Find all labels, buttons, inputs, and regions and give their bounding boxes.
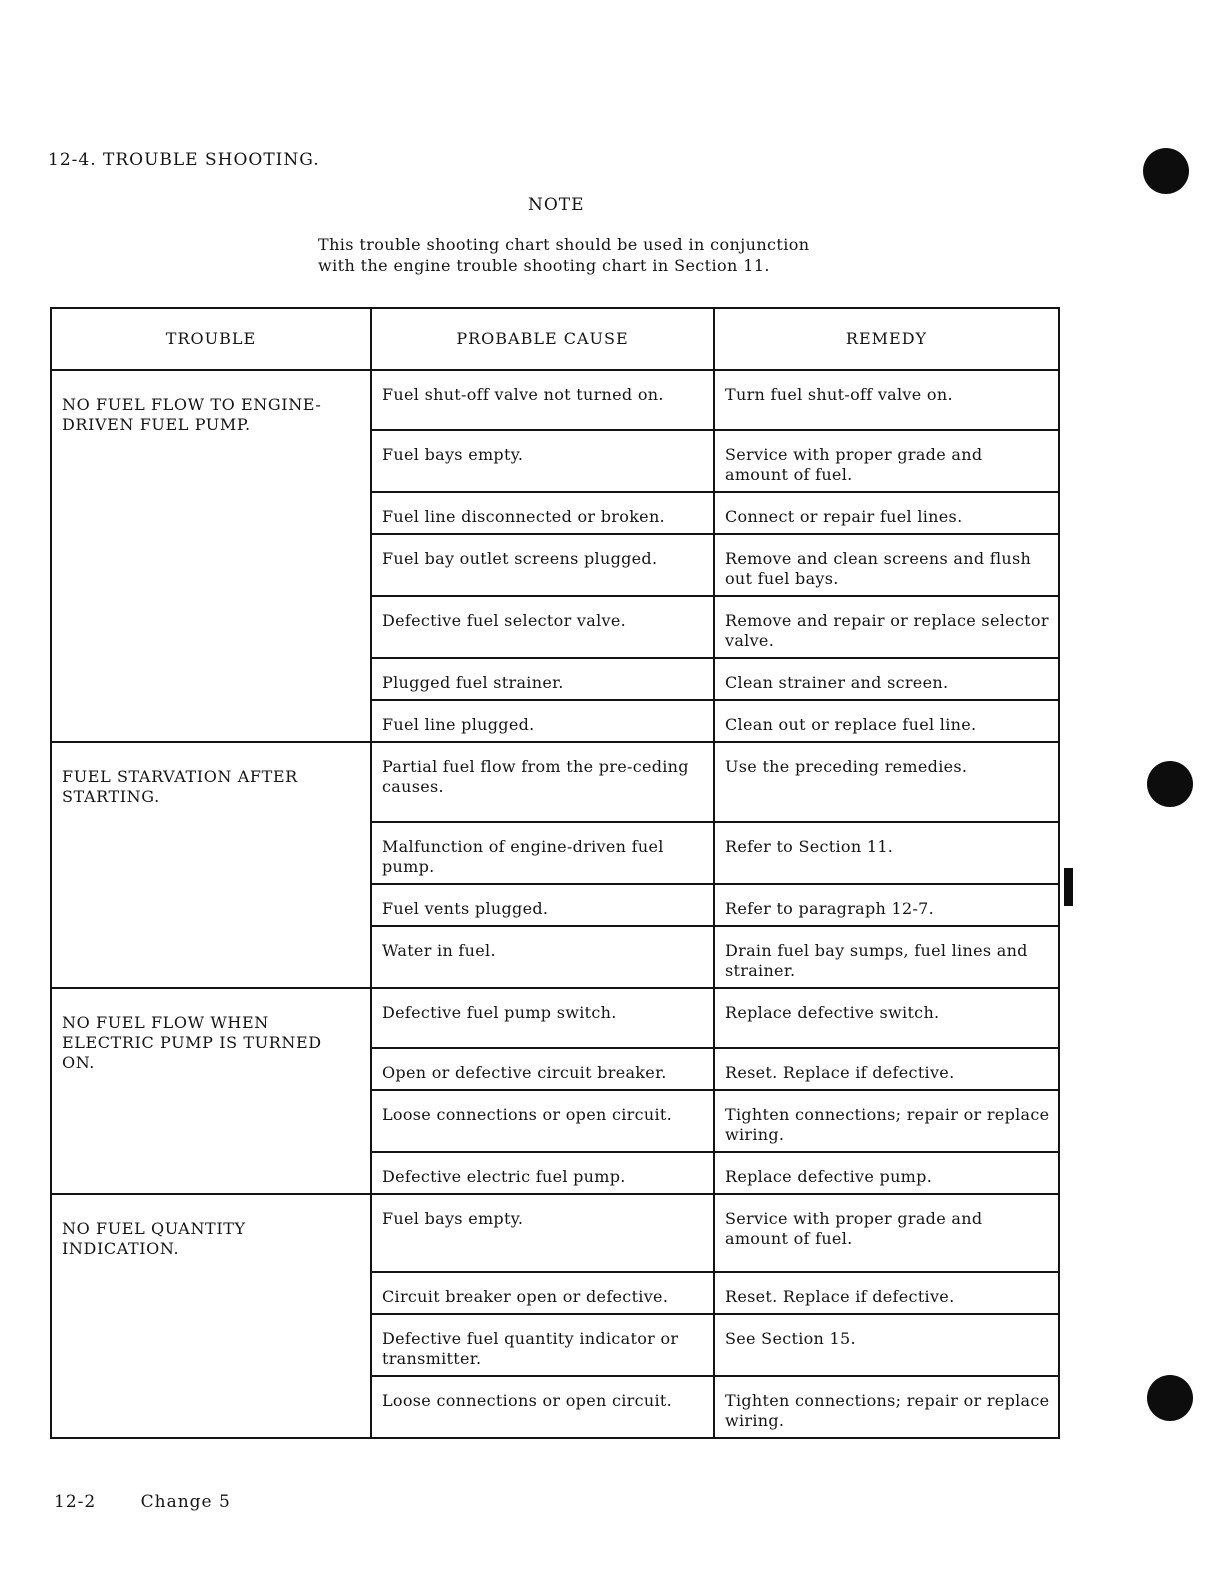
page-footer	[54, 1492, 231, 1512]
binder-hole-icon	[1147, 761, 1193, 807]
cause-cell: Defective fuel pump switch.	[371, 988, 714, 1048]
cause-cell: Fuel vents plugged.	[371, 884, 714, 926]
trouble-cell: NO FUEL FLOW TO ENGINE-DRIVEN FUEL PUMP.	[51, 370, 371, 742]
remedy-cell: Turn fuel shut-off valve on.	[714, 370, 1059, 430]
trouble-cell: FUEL STARVATION AFTER STARTING.	[51, 742, 371, 988]
trouble-cell: NO FUEL QUANTITY INDICATION.	[51, 1194, 371, 1438]
cause-cell: Circuit breaker open or defective.	[371, 1272, 714, 1314]
trouble-shooting-table	[50, 307, 1060, 1439]
remedy-cell: Tighten connections; repair or replace wiring.	[714, 1376, 1059, 1438]
note-title: NOTE	[528, 195, 585, 215]
cause-cell: Fuel bay outlet screens plugged.	[371, 534, 714, 596]
cause-cell: Plugged fuel strainer.	[371, 658, 714, 700]
remedy-cell: See Section 15.	[714, 1314, 1059, 1376]
table-row	[51, 988, 1059, 1048]
remedy-cell: Tighten connections; repair or replace wiring.	[714, 1090, 1059, 1152]
cause-cell: Loose connections or open circuit.	[371, 1376, 714, 1438]
remedy-cell: Service with proper grade and amount of fuel.	[714, 1194, 1059, 1272]
cause-cell: Fuel line disconnected or broken.	[371, 492, 714, 534]
cause-cell: Fuel bays empty.	[371, 1194, 714, 1272]
header-trouble: TROUBLE	[51, 308, 371, 370]
table-row	[51, 370, 1059, 430]
cause-cell: Defective fuel quantity indicator or transmitter.	[371, 1314, 714, 1376]
header-probable-cause: PROBABLE CAUSE	[371, 308, 714, 370]
remedy-cell: Reset. Replace if defective.	[714, 1048, 1059, 1090]
cause-cell: Malfunction of engine-driven fuel pump.	[371, 822, 714, 884]
remedy-cell: Connect or repair fuel lines.	[714, 492, 1059, 534]
remedy-cell: Clean strainer and screen.	[714, 658, 1059, 700]
remedy-cell: Clean out or replace fuel line.	[714, 700, 1059, 742]
remedy-cell: Service with proper grade and amount of fuel.	[714, 430, 1059, 492]
cause-cell: Fuel bays empty.	[371, 430, 714, 492]
table-row	[51, 1194, 1059, 1272]
cause-cell: Defective electric fuel pump.	[371, 1152, 714, 1194]
remedy-cell: Replace defective pump.	[714, 1152, 1059, 1194]
binder-hole-icon	[1143, 148, 1189, 194]
remedy-cell: Drain fuel bay sumps, fuel lines and strainer.	[714, 926, 1059, 988]
remedy-cell: Remove and repair or replace selector valve.	[714, 596, 1059, 658]
cause-cell: Partial fuel flow from the pre-ceding causes.	[371, 742, 714, 822]
cause-cell: Fuel line plugged.	[371, 700, 714, 742]
trouble-cell: NO FUEL FLOW WHEN ELECTRIC PUMP IS TURNED ON.	[51, 988, 371, 1194]
page-number: 12-2	[54, 1492, 97, 1512]
revision-bar	[1064, 868, 1073, 906]
cause-cell: Loose connections or open circuit.	[371, 1090, 714, 1152]
remedy-cell: Use the preceding remedies.	[714, 742, 1059, 822]
remedy-cell: Remove and clean screens and flush out fuel bays.	[714, 534, 1059, 596]
cause-cell: Defective fuel selector valve.	[371, 596, 714, 658]
remedy-cell: Reset. Replace if defective.	[714, 1272, 1059, 1314]
header-remedy: REMEDY	[714, 308, 1059, 370]
cause-cell: Fuel shut-off valve not turned on.	[371, 370, 714, 430]
table-row	[51, 742, 1059, 822]
change-number: Change 5	[140, 1492, 231, 1512]
table-header-row	[51, 308, 1059, 370]
cause-cell: Open or defective circuit breaker.	[371, 1048, 714, 1090]
remedy-cell: Refer to Section 11.	[714, 822, 1059, 884]
binder-hole-icon	[1147, 1375, 1193, 1421]
remedy-cell: Refer to paragraph 12-7.	[714, 884, 1059, 926]
note-text: This trouble shooting chart should be used in conjunction with the engine trouble shooting chart in Section 11.	[318, 235, 810, 275]
section-heading: 12-4. TROUBLE SHOOTING.	[48, 150, 320, 170]
cause-cell: Water in fuel.	[371, 926, 714, 988]
remedy-cell: Replace defective switch.	[714, 988, 1059, 1048]
